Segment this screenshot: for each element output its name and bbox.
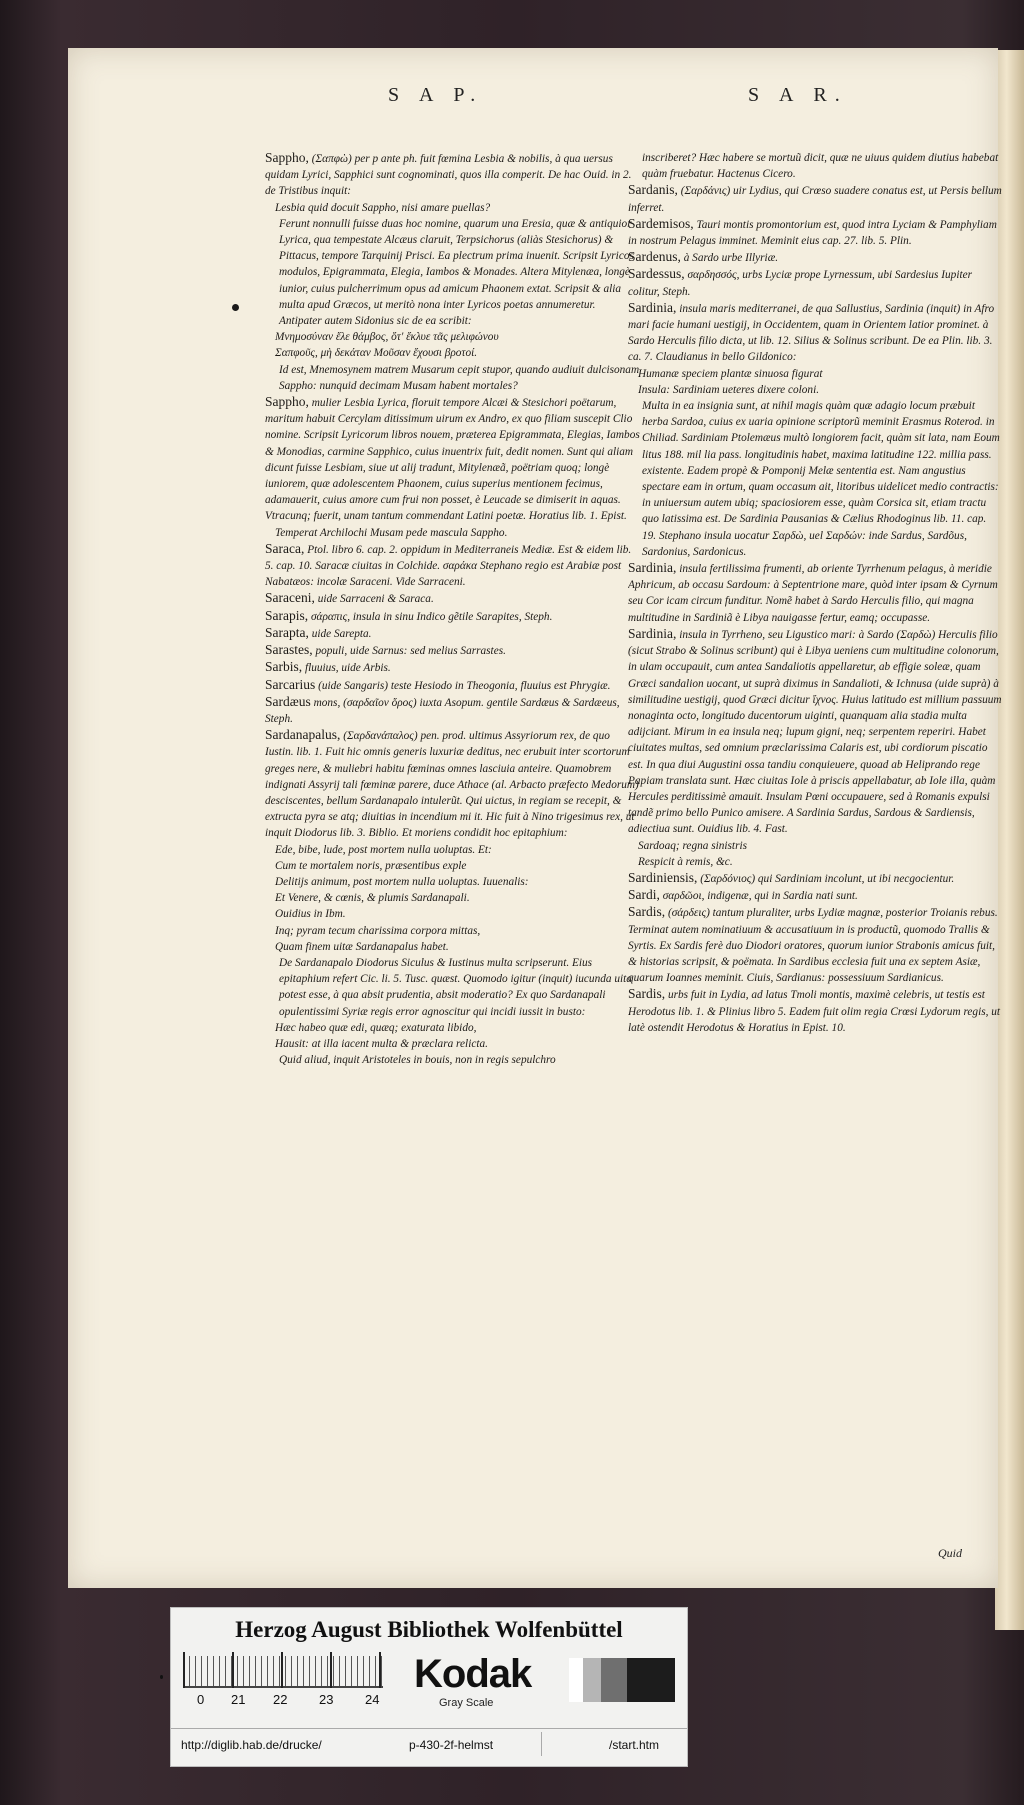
page-speck [160,1675,163,1679]
verse-line: Insula: Sardiniam ueteres dixere coloni. [638,383,820,396]
paragraph: Quid aliud, inquit Aristoteles in bouis, non in regis sepulchro [279,1054,556,1067]
scale-ruler-major-ticks [183,1652,383,1688]
verse-line: Μνημοσύναν ἔλε θάμβος, ὅτ' ἔκλυε τᾶς μελιφώνου [275,331,499,344]
verse-line: Et Venere, & cœnis, & plumis Sardanapali. [275,892,470,905]
headword: Sardinia, [628,299,677,315]
gray-scale-label: Gray Scale [439,1697,494,1709]
headword: Sardis, [628,904,666,920]
verse-line: Humanæ speciem plantæ sinuosa figurat [638,367,823,380]
headword: Sappho, [265,394,309,410]
entry-text: (uide Sangaris) teste Hesiodo in Theogonia, fluuius est Phrygiæ. [318,679,611,692]
gray-patch [569,1658,583,1702]
headword: Saraca, [265,540,305,556]
verse-line: Sardoaq; regna sinistris [638,839,748,852]
library-name: Herzog August Bibliothek Wolfenbüttel [235,1617,623,1642]
paragraph: De Sardanapalo Diodorus Siculus & Iustinus multa scripserunt. Eius epitaphium refert Cic. li. 5. Tusc. quæst. Quomodo igitur (inquit) iucunda uita potest esse, à qua absit prudentia, absit moderatio? Ex quo Sardanapali opulentissimi Syriæ regis error agnoscitur qui incidi iussit in busto: [279,956,632,1018]
paragraph: Id est, Mnemosynem matrem Musarum cepit stupor, quando audiuit dulcisonam Sappho: nunquid decimam Musam habent mortales? [279,363,640,392]
entry-text: σαρδῶοι, indigenæ, qui in Sardia nati sunt. [662,890,858,903]
entry-text: insula in Tyrrheno, seu Ligustico mari: à Sardo (Σαρδὼ) Herculis filio (sicut Strabo & Solinus scribunt) qui è Libya ueniens cum multitudine colonorum, in ulam occupauit, cum antea Sandaliotis appellaretur, ab effigie soleæ, quam Græci sandalion uocant, ut suprà diximus in Sandalioti, & Ichnusa (uide suprà) à similitudine uestigij, quod Græci dicitur ἴχνος. Huius latitudo est millium passuum nonaginta octo, longitudo ducentorum uiginti, quanquam alia stadia multa adijciant. Mirum in ea insula neq; lupum gigni, neq; serpentem reperiri. Habet ciuitates multas, sed omnium præclarissima Calaris est, ubi cordiorum piscatio est. In qua diui Augustini ossa tandiu conquieuere, quoad ab Heliprando rege Papiam translata sunt. Hæc ciuitas Iole à priscis appellabatur, ab Iole illa, quàm Hercules perditissimè amauit. Insulam Pœni occupauere, sed à Romanis expulsi tandẽ primo bello Punico amisere. A Sardinia Sardus, Sardous & Sardiensis, adiectiua sunt. Ouidius lib. 4. Fast. [628,628,1002,836]
headword: Sardenus, [628,249,681,265]
dictionary-entry [628,216,1003,249]
dictionary-entry [265,727,640,841]
ruler-number: 22 [273,1692,288,1707]
kodak-logo: Kodak [414,1652,532,1696]
headword: Sardinia, [628,625,677,641]
entry-text: mulier Lesbia Lyrica, floruit tempore Alcæi & Stesichori poëtarum, maritum habuit Cercylam ditissimum uirum ex Andro, ex quo filiam suscepit Clio nomine. Scripsit Lyricorum libros nouem, præterea Epigrammata, Elegias, Iambos & Monodias, carmine Sapphico, cuius inuentrix fuit, dedit nomen. Sunt qui aliam dicunt fuisse Lesbiam, siue ut alij tradunt, Mitylenæã, poëtriam quoq; longè iuniorem, quæ adolescentem Phaonem, cuius superius mentionem fecimus, adamauerit, cuius amore cum frui non posset, è Leucade se dimiserit in aquas. Vtracunq; fuerit, unam tantum commendant Latini poetæ. Horatius lib. 1. Epist. [265,397,640,523]
verse-line: Ede, bibe, lude, post mortem nulla uoluptas. Et: [275,843,492,856]
right-text-column [628,150,1003,1505]
headword: Sarcarius [265,676,316,692]
entry-text: populi, uide Sarnus: sed melius Sarrastes. [315,645,506,658]
entry-text: insula fertilissima frumenti, ab oriente Tyrrhenum pelagus, à meridie Aphricum, ab occasu Sardoum: à Septentrione mare, quòd inter ipsam & Cyrnum seu Cor icam circum funditur. Nomẽ habet à Sardo Herculis filio, qui magna multitudine in Sardiniã è Libya nauigasse fertur, eamq; occupasse. [628,563,998,624]
dictionary-entry [265,150,640,200]
dictionary-entry [265,625,640,642]
headword: Sardiniensis, [628,869,698,885]
headword: Sardanapalus, [265,727,341,743]
dictionary-entry [265,694,640,727]
shelfmark: p-430-2f-helmst [409,1738,494,1752]
dictionary-entry [628,560,1003,626]
dictionary-entry [265,642,640,659]
verse-line: Temperat Archilochi Musam pede mascula Sappho. [275,526,508,539]
dictionary-entry [628,266,1003,299]
entry-text: urbs fuit in Lydia, ad latus Tmoli montis, maximè celebris, ut testis est Herodotus lib. 1. & Plinius libro 5. Eadem fuit olim regia Crœsi Lydorum regis, ut latè ostendit Herodotus & Horatius in Epist. 10. [628,989,1001,1034]
headword: Sarapis, [265,607,309,623]
headword: Sardinia, [628,560,677,576]
entry-text: Tauri montis promontorium est, quod intra Lyciam & Pamphyliam in nostrum Pelagus imminet. Meminit eius cap. 27. lib. 5. Plin. [628,218,997,248]
dictionary-entry [265,677,640,694]
headword: Sarastes, [265,642,313,658]
ruler-number: 0 [197,1692,205,1707]
margin-dot [232,304,239,311]
verse-line: Σαπφοῦς, μὴ δεκάταν Μοῦσαν ἔχουσι βροτοί. [275,347,478,360]
entry-text: (Σαρδάνις) uir Lydius, qui Crœso suadere conatus est, ut Persis bellum inferret. [628,185,1002,214]
headword: Sardæus [265,693,311,709]
dictionary-entry [628,870,1003,887]
dictionary-entry [628,300,1003,366]
verse-line: Inq; pyram tecum charissima corpora mittas, [275,924,481,937]
headword: Sarbis, [265,659,303,675]
entry-text: (Σαρδανάπαλος) pen. prod. ultimus Assyriorum rex, de quo Iustin. lib. 1. Fuit hic omnis generis luxuriæ deditus, nec erubuit inter scortorum greges nere, & muliebri habitu fœminas omnes lasciuia anteire. Quamobrem indignati Assyrij tali fœminæ parere, duce Athace (al. Arbacto præfecto Medorum) desciscentes, bellum Sardanapalo intulerũt. Qui uictus, in regiam se recepit, & extructa pyra se atq; diuitias in incendium mi it. Hic fuit à Nino trigesimus rex, ut inquit Diodorus lib. 3. Biblio. Et moriens condidit hoc epitaphium: [265,730,639,840]
headword: Sardemisos, [628,215,694,231]
headword: Sappho, [265,150,309,165]
entry-text: à Sardo urbe Illyriæ. [683,252,779,265]
digital-library-url: http://diglib.hab.de/drucke/ [181,1738,322,1752]
catchword: Quid [938,1546,962,1560]
dictionary-entry [628,904,1003,986]
dictionary-entry [265,608,640,625]
verse-line: Cum te mortalem noris, præsentibus exple [275,859,467,872]
entry-text: Ptol. libro 6. cap. 2. oppidum in Mediterraneis Mediæ. Est & eidem lib. 5. cap. 10. Saracæ ciuitas in Colchide. σαράκα Stephano regio est Arabiæ post Nabatæos: incolæ Saraceni. Vide Sarraceni. [265,543,632,589]
left-text-column [265,150,640,1505]
ruler-number: 23 [319,1692,334,1707]
headword: Sardanis, [628,182,678,198]
gray-patch [627,1658,675,1702]
dictionary-entry [265,590,640,607]
verse-line: Hæc habeo quæ edi, quæq; exaturata libido, [275,1021,477,1034]
dictionary-entry [265,659,640,676]
entry-text: uide Sarraceni & Saraca. [317,593,434,606]
entry-text: insula maris mediterranei, de qua Sallustius, Sardinia (inquit) in Afro mari facie humani uestigij, in Occidentem, quam in Orientem latior prominet. à Sardo Herculis filio dicta, ut lib. 12. Silius & Solinus scribunt. De ea Plin. lib. 3. ca. 7. Claudianus in bello Gildonico: [628,302,995,364]
entry-text: mons, (σαρδαῖον ὄρος) iuxta Asopum. gentile Sardæus & Sardæeus, Steph. [265,696,620,725]
dictionary-entry [628,249,1003,266]
paragraph: inscriberet? Hæc habere se mortuũ dicit, quæ ne uiuus quidem diutius habebat quàm fruebatur. Hactenus Cicero. [642,152,999,181]
headword: Sarapta, [265,624,309,640]
headword: Sardessus, [628,266,685,282]
dictionary-entry [628,986,1003,1036]
paragraph: Ferunt nonnulli fuisse duas hoc nomine, quarum una Eresia, quæ & antiquior Lyrica, qua tempestate Alcæus claruit, Terpsichorus (aliàs Stesichorus) & Pittacus, tempore Tarquinij Prisci. Ea plectrum prima inuenit. Scripsit Lyricos modulos, Epigrammata, Elegia, Iambos & Monades. Altera Mitylenæa, longè iunior, cuius pulcherrimum opus ad amicum Phaonem extat. Scripsit & alia multa apud Græcos, ut meritò nona inter Lyricos poetas annumeretur. Antipater autem Sidonius sic de ea scribit: [279,217,634,328]
headword: Sardis, [628,986,666,1002]
citation-row [171,1728,687,1760]
running-head-right: S A R. [748,84,848,106]
dictionary-entry [265,541,640,591]
entry-text: (Σαπφὼ) per p ante ph. fuit fœmina Lesbia & nobilis, à qua uersus quidam Lyrici, Sapphici sunt cognominati, quos illa comperit. De hac Ouid. in 2. de Tristibus inquit: [265,153,632,198]
entry-text: (Σαρδόνιος) qui Sardiniam incolunt, ut ibi necgocientur. [700,872,955,885]
ruler-number: 24 [365,1692,380,1707]
color-calibration-card [170,1607,688,1767]
entry-text: σαρδησσός, urbs Lyciæ prope Lyrnessum, ubi Sardesius Iupiter colitur, Steph. [628,269,973,298]
gray-patch [583,1658,601,1702]
gray-patch [601,1658,627,1702]
start-link: /start.htm [609,1738,660,1752]
verse-line: Lesbia quid docuit Sappho, nisi amare puellas? [275,201,491,214]
ruler-number: 21 [231,1692,246,1707]
dictionary-entry [628,182,1003,215]
paragraph: Multa in ea insignia sunt, at nihil magis quàm quæ adagio locum præbuit herba Sardoa, cuius ex uaria opinione scriptorũ meminit Erasmus Roterod. in Chiliad. Sardiniam Ptolemæus multò longiorem facit, quàm sit lata, nam Eoum litus 188. mil lia pass. longitudinis habet, maxima latitudine 122. millia pass. existente. Eadem propè & Pomponij Melæ sententia est. Nam angustius spectare eam in ortum, quam occasum ait, litoribus uidelicet medio contractis: in uniuersum autem ubiq; spaciosiorem esse, quàm Corsica sit, etiam tractu quo latissima est. De Sardinia Pausanias & Cælius Rhodoginus lib. 11. cap. 19. Stephano insula uocatur Σαρδὼ, uel Σαρδών: inde Sardus, Sardõus, Sardonius, Sardonicus. [642,400,1000,558]
verse-line: Hausit: at illa iacent multa & præclara relicta. [275,1037,488,1050]
entry-text: (σάρδεις) tantum pluraliter, urbs Lydiæ magnæ, posterior Troianis rebus. Terminat autem nominatiuum & accusatiuum in is productũ, quomodo Trallis & Syrtis. Ex Sardis ferè duo Diodori oratores, quorum iunior Strabonis amicus fuit, & historias scripsit, & poëmata. In Sardibus ecclesia fuit una ex septem Asiæ, quarum Ioannes meminit. Ciuis, Sardianus: possessiuum Sardianicus. [628,907,998,985]
dictionary-entry [628,626,1003,838]
running-head-left: S A P. [388,84,484,106]
verse-line: Quam finem uitæ Sardanapalus habet. [275,940,449,953]
entry-text: fluuius, uide Arbis. [304,662,391,675]
entry-text: σάραπις, insula in sinu Indico gẽtile Sarapites, Steph. [310,610,553,623]
verse-line: Delitijs animum, post mortem nulla uoluptas. Iuuenalis: [275,875,529,888]
dictionary-entry [628,887,1003,904]
headword: Sardi, [628,887,660,903]
entry-text: uide Sarepta. [311,627,372,640]
headword: Saraceni, [265,590,315,606]
dictionary-entry [265,394,640,525]
verse-line: Ouidius in Ibm. [275,908,346,921]
verse-line: Respicit à remis, &c. [638,855,733,868]
